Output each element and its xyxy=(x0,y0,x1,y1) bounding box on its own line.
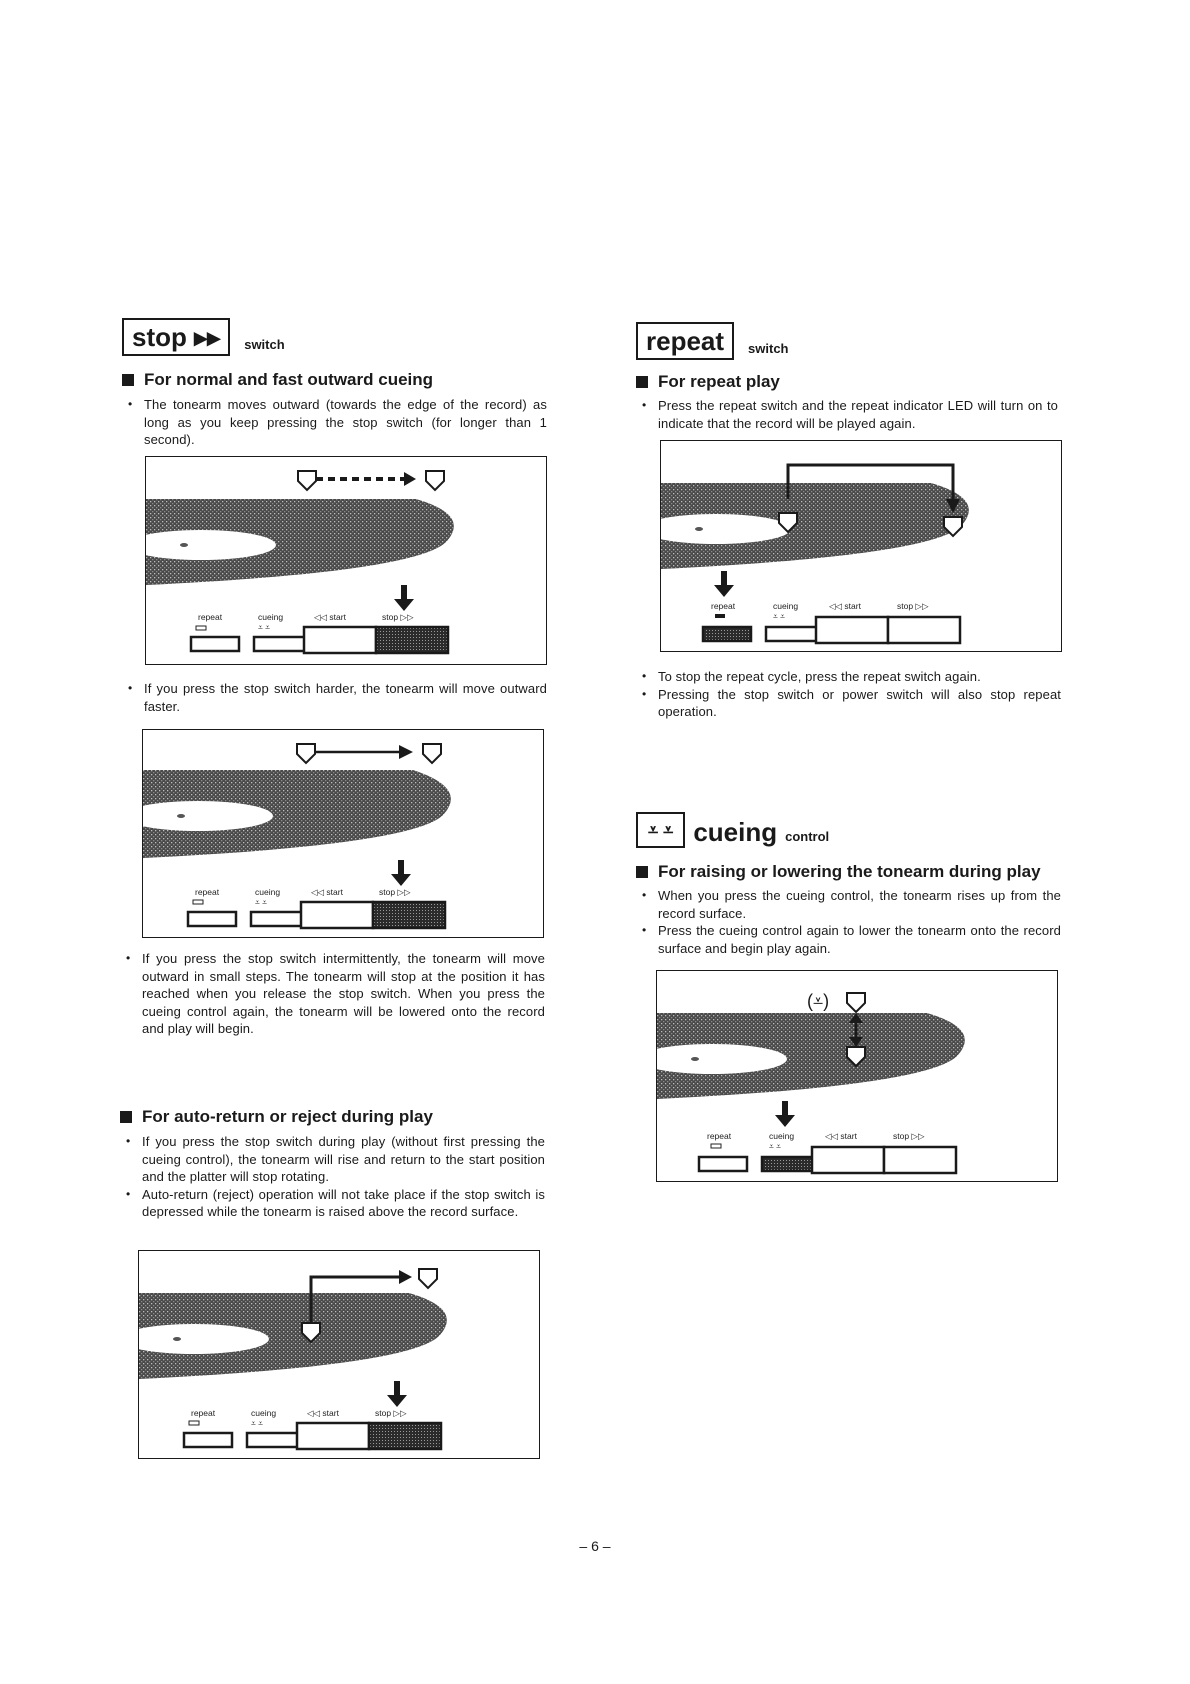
cueing-button[interactable] xyxy=(247,1433,299,1447)
repeat-switch-label: repeat xyxy=(636,322,734,360)
repeat-text-1: • Press the repeat switch and the repeat indicator LED will turn on to indicate that the record will be played again. xyxy=(636,397,1058,432)
repeat-button[interactable] xyxy=(703,627,751,641)
intermittent-press-text: • If you press the stop switch intermittently, the tonearm will move outward in small steps. The tonearm will stop at the position it has reached when you release the stop switch. When you press the cueing control again, the tonearm will be lowered onto the record and play will begin. xyxy=(120,950,545,1038)
diagram xyxy=(657,971,1057,1181)
cueing-section xyxy=(636,812,1066,957)
press-arrow-icon xyxy=(394,585,414,611)
panel-label-repeat: repeat xyxy=(198,612,223,622)
tonearm-icon xyxy=(423,744,441,763)
svg-text:⩡ ⩡: ⩡ ⩡ xyxy=(255,897,267,907)
tonearm-icon xyxy=(419,1269,437,1288)
repeat-led xyxy=(715,614,725,618)
panel-label-cueing: cueing xyxy=(258,612,284,622)
panel-label-repeat: repeat xyxy=(195,887,220,897)
repeat-button[interactable] xyxy=(184,1433,232,1447)
cueing-control-label: cueing xyxy=(693,817,778,847)
panel-label-stop: stop ▷▷ xyxy=(893,1131,925,1141)
tonearm-icon xyxy=(426,471,444,490)
svg-text:⩡ ⩡: ⩡ ⩡ xyxy=(251,1418,263,1428)
stop-button[interactable] xyxy=(373,902,445,928)
diagram xyxy=(146,457,546,664)
figure-fast-outward xyxy=(145,456,547,665)
autoreturn-block xyxy=(120,1107,545,1221)
panel-label-repeat: repeat xyxy=(707,1131,732,1141)
panel-label-start: ◁◁ start xyxy=(307,1408,339,1418)
stop-button[interactable] xyxy=(884,1147,956,1173)
figure-repeat xyxy=(660,440,1062,652)
start-button[interactable] xyxy=(304,627,376,653)
repeat-text-2: • To stop the repeat cycle, press the repeat switch again. xyxy=(636,668,1061,686)
stop-section xyxy=(122,318,552,449)
press-arrow-icon xyxy=(391,860,411,886)
svg-text:⩡ ⩡: ⩡ ⩡ xyxy=(773,611,785,621)
panel-label-start: ◁◁ start xyxy=(314,612,346,622)
stop-switch-label: stop ▸▸ xyxy=(122,318,230,356)
normal-cueing-text: • The tonearm moves outward (towards the edge of the record) as long as you keep pressing the stop switch (for longer than 1 second). xyxy=(122,396,547,449)
panel-label-repeat: repeat xyxy=(191,1408,216,1418)
cueing-heading: For raising or lowering the tonearm during play xyxy=(636,862,1066,882)
cueing-symbol-icon: (⩡) xyxy=(807,991,830,1011)
panel-label-cueing: cueing xyxy=(769,1131,795,1141)
panel-label-stop: stop ▷▷ xyxy=(382,612,414,622)
cueing-control-suffix: control xyxy=(785,829,830,844)
svg-text:⩡ ⩡: ⩡ ⩡ xyxy=(258,622,270,632)
svg-text:⩡ ⩡: ⩡ ⩡ xyxy=(769,1141,781,1151)
cueing-text-2: • Press the cueing control again to lower the tonearm onto the record surface and begin play again. xyxy=(636,922,1061,957)
autoreturn-heading: For auto-return or reject during play xyxy=(120,1107,545,1127)
figure-cueing xyxy=(656,970,1058,1182)
cueing-button[interactable] xyxy=(254,637,306,651)
panel-label-cueing: cueing xyxy=(251,1408,277,1418)
tonearm-icon xyxy=(847,993,865,1012)
tonearm-icon xyxy=(297,744,315,763)
press-arrow-icon xyxy=(775,1101,795,1127)
stop-button[interactable] xyxy=(369,1423,441,1449)
autoreturn-text-2: • Auto-return (reject) operation will not take place if the stop switch is depressed while the tonearm is raised above the record surface. xyxy=(120,1186,545,1221)
repeat-button[interactable] xyxy=(191,637,239,651)
figure-auto-return xyxy=(138,1250,540,1459)
cueing-button[interactable] xyxy=(766,627,818,641)
autoreturn-text-1: • If you press the stop switch during play (without first pressing the cueing control), the tonearm will rise and return to the start position and the platter will stop rotating. xyxy=(120,1133,545,1186)
panel-label-start: ◁◁ start xyxy=(311,887,343,897)
repeat-section xyxy=(636,322,1066,432)
stop-button[interactable] xyxy=(376,627,448,653)
cueing-text-1: • When you press the cueing control, the tonearm rises up from the record surface. xyxy=(636,887,1061,922)
repeat-play-heading: For repeat play xyxy=(636,372,1066,392)
repeat-button[interactable] xyxy=(699,1157,747,1171)
diagram xyxy=(139,1251,539,1458)
panel-label-stop: stop ▷▷ xyxy=(897,601,929,611)
cueing-label-icons: ⩡ ⩡ xyxy=(648,820,674,840)
square-bullet-icon xyxy=(120,1111,132,1123)
start-button[interactable] xyxy=(297,1423,369,1449)
panel-label-stop: stop ▷▷ xyxy=(379,887,411,897)
panel-label-cueing: cueing xyxy=(773,601,799,611)
start-button[interactable] xyxy=(301,902,373,928)
repeat-switch-suffix: switch xyxy=(748,341,789,356)
cueing-button[interactable] xyxy=(251,912,303,926)
repeat-switch-title xyxy=(636,322,1066,360)
cueing-button[interactable] xyxy=(762,1157,814,1171)
square-bullet-icon xyxy=(636,376,648,388)
diagram xyxy=(661,441,1061,651)
stop-switch-suffix: switch xyxy=(244,337,285,352)
square-bullet-icon xyxy=(122,374,134,386)
page-number: – 6 – xyxy=(579,1538,611,1554)
harder-press-text: • If you press the stop switch harder, the tonearm will move outward faster. xyxy=(122,680,547,715)
panel-label-start: ◁◁ start xyxy=(829,601,861,611)
repeat-text-3: • Pressing the stop switch or power switch will also stop repeat operation. xyxy=(636,686,1061,721)
normal-cueing-heading: For normal and fast outward cueing xyxy=(122,370,552,390)
repeat-button[interactable] xyxy=(188,912,236,926)
start-button[interactable] xyxy=(812,1147,884,1173)
panel-label-start: ◁◁ start xyxy=(825,1131,857,1141)
panel-label-repeat: repeat xyxy=(711,601,736,611)
start-button[interactable] xyxy=(816,617,888,643)
press-arrow-icon xyxy=(714,571,734,597)
panel-label-stop: stop ▷▷ xyxy=(375,1408,407,1418)
stop-button[interactable] xyxy=(888,617,960,643)
panel-label-cueing: cueing xyxy=(255,887,281,897)
square-bullet-icon xyxy=(636,866,648,878)
press-arrow-icon xyxy=(387,1381,407,1407)
cueing-control-title xyxy=(636,812,1066,848)
figure-faster-outward xyxy=(142,729,544,938)
tonearm-icon xyxy=(298,471,316,490)
stop-switch-title xyxy=(122,318,552,356)
diagram xyxy=(143,730,543,937)
